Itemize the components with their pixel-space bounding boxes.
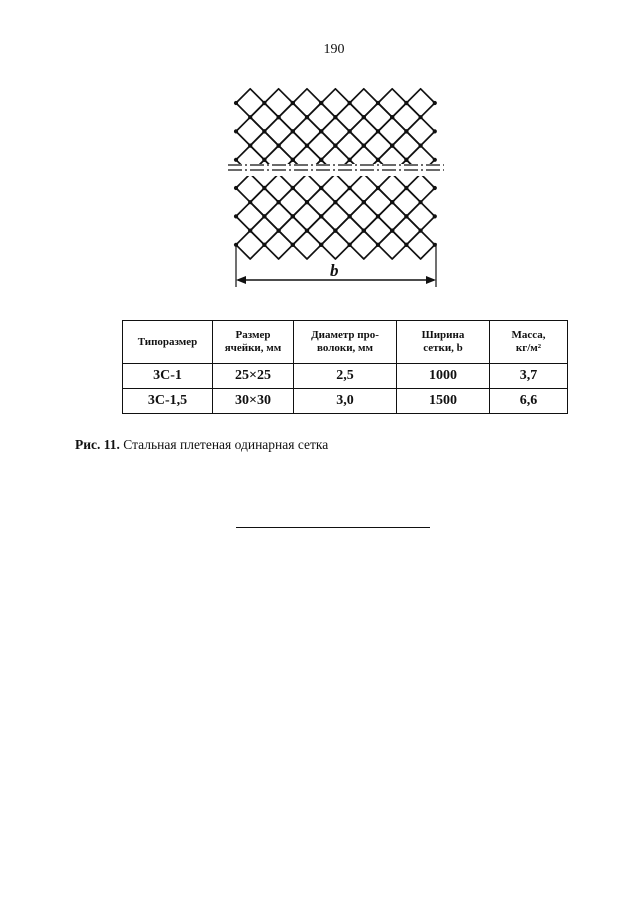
header-wire-diameter: Диаметр про- волоки, мм xyxy=(294,321,397,364)
cell-size-type: 3С-1 xyxy=(123,364,213,389)
mesh-cell xyxy=(236,174,264,202)
mesh-cell xyxy=(236,89,264,117)
mesh-knot xyxy=(234,214,238,218)
mesh-knot xyxy=(362,172,366,176)
mesh-cell xyxy=(392,160,420,188)
mesh-cell xyxy=(279,188,307,216)
mesh-cell xyxy=(406,202,434,230)
cell-wire-diameter: 3,0 xyxy=(294,389,397,414)
mesh-cell xyxy=(293,117,321,145)
mesh-cell xyxy=(279,160,307,188)
mesh-knot xyxy=(390,172,394,176)
header-mass: Масса, кг/м² xyxy=(490,321,568,364)
mesh-cell xyxy=(406,89,434,117)
mesh-cell xyxy=(236,202,264,230)
mesh-knot xyxy=(433,214,437,218)
mesh-cell xyxy=(378,202,406,230)
mesh-cell xyxy=(293,174,321,202)
mesh-knot xyxy=(376,243,380,247)
table-header-row xyxy=(123,321,568,364)
mesh-cell xyxy=(378,117,406,145)
mesh-cell xyxy=(378,174,406,202)
mesh-lower-section xyxy=(234,174,437,259)
mesh-cell xyxy=(321,89,349,117)
cell-wire-diameter: 2,5 xyxy=(294,364,397,389)
mesh-cell xyxy=(250,188,278,216)
mesh-knot xyxy=(433,129,437,133)
mesh-cell xyxy=(236,117,264,145)
mesh-cell xyxy=(307,216,335,244)
mesh-cell xyxy=(293,174,321,202)
mesh-cell xyxy=(236,231,264,259)
mesh-cell xyxy=(392,103,420,131)
mesh-knot xyxy=(348,243,352,247)
mesh-cell xyxy=(293,89,321,117)
mesh-cell xyxy=(250,131,278,159)
figure-label: Рис. 11. xyxy=(75,437,120,452)
mesh-cell xyxy=(350,174,378,202)
mesh-cell xyxy=(335,103,363,131)
table-row xyxy=(123,389,568,414)
mesh-cell xyxy=(350,202,378,230)
mesh-cell xyxy=(335,160,363,188)
wire-mesh-drawing xyxy=(222,80,450,295)
mesh-knot xyxy=(433,186,437,190)
header-cell-size: Размер ячейки, мм xyxy=(213,321,294,364)
mesh-knot xyxy=(433,101,437,105)
mesh-cell xyxy=(264,174,292,202)
mesh-cell xyxy=(378,231,406,259)
mesh-cell xyxy=(350,174,378,202)
mesh-cell xyxy=(321,202,349,230)
mesh-knot xyxy=(234,129,238,133)
mesh-cell xyxy=(335,188,363,216)
mesh-knot xyxy=(305,172,309,176)
mesh-knot xyxy=(262,243,266,247)
mesh-knot xyxy=(234,101,238,105)
mesh-cell xyxy=(392,188,420,216)
mesh-cell xyxy=(264,117,292,145)
mesh-cell xyxy=(293,202,321,230)
dimension-arrow-left xyxy=(236,276,246,284)
dimension-label: b xyxy=(330,261,339,280)
spec-table xyxy=(122,320,568,414)
mesh-cell xyxy=(250,160,278,188)
dimension-arrow-right xyxy=(426,276,436,284)
mesh-cell xyxy=(321,174,349,202)
header-mesh-width: Ширина сетки, b xyxy=(397,321,490,364)
mesh-cell xyxy=(378,89,406,117)
figure-caption xyxy=(75,437,328,453)
mesh-knot xyxy=(390,172,394,176)
mesh-cell xyxy=(307,160,335,188)
mesh-cell xyxy=(279,131,307,159)
cell-cell-size: 30×30 xyxy=(213,389,294,414)
mesh-cell xyxy=(364,131,392,159)
mesh-knot xyxy=(291,243,295,247)
mesh-cell xyxy=(335,131,363,159)
mesh-cell xyxy=(406,174,434,202)
mesh-cell xyxy=(392,216,420,244)
mesh-cell xyxy=(250,216,278,244)
mesh-cell xyxy=(250,103,278,131)
mesh-knot xyxy=(362,172,366,176)
mesh-cell xyxy=(321,231,349,259)
mesh-upper-section xyxy=(234,89,437,203)
mesh-cell xyxy=(350,117,378,145)
mesh-cell xyxy=(264,202,292,230)
mesh-cell xyxy=(307,188,335,216)
mesh-knot xyxy=(234,186,238,190)
mesh-knot xyxy=(433,158,437,162)
wire-mesh-figure xyxy=(222,80,450,295)
mesh-cell xyxy=(236,174,264,202)
mesh-knot xyxy=(333,172,337,176)
mesh-cell xyxy=(350,89,378,117)
mesh-cell xyxy=(335,216,363,244)
mesh-cell xyxy=(406,231,434,259)
mesh-cell xyxy=(321,117,349,145)
mesh-knot xyxy=(419,172,423,176)
cell-cell-size: 25×25 xyxy=(213,364,294,389)
mesh-cell xyxy=(307,103,335,131)
mesh-cell xyxy=(264,89,292,117)
mesh-cell xyxy=(279,216,307,244)
mesh-cell xyxy=(264,174,292,202)
mesh-cell xyxy=(364,216,392,244)
mesh-cell xyxy=(321,174,349,202)
mesh-cell xyxy=(392,131,420,159)
mesh-cell xyxy=(279,103,307,131)
mesh-cell xyxy=(406,117,434,145)
cell-mesh-width: 1000 xyxy=(397,364,490,389)
cell-size-type: 3С-1,5 xyxy=(123,389,213,414)
cell-mesh-width: 1500 xyxy=(397,389,490,414)
mesh-cell xyxy=(264,231,292,259)
mesh-knot xyxy=(333,172,337,176)
mesh-knot xyxy=(248,172,252,176)
mesh-knot xyxy=(234,158,238,162)
header-size-type: Типоразмер xyxy=(123,321,213,364)
cell-mass: 3,7 xyxy=(490,364,568,389)
mesh-knot xyxy=(305,172,309,176)
table-row xyxy=(123,364,568,389)
section-end-rule xyxy=(236,527,430,528)
caption-text: Стальная плетеная одинарная сетка xyxy=(119,437,329,452)
mesh-cell xyxy=(364,188,392,216)
mesh-cell xyxy=(364,103,392,131)
mesh-cell xyxy=(293,231,321,259)
cell-mass: 6,6 xyxy=(490,389,568,414)
mesh-knot xyxy=(277,172,281,176)
mesh-knot xyxy=(277,172,281,176)
mesh-cell xyxy=(406,174,434,202)
mesh-cell xyxy=(364,160,392,188)
mesh-cell xyxy=(378,174,406,202)
mesh-knot xyxy=(319,243,323,247)
mesh-knot xyxy=(404,243,408,247)
mesh-cell xyxy=(307,131,335,159)
mesh-cell xyxy=(350,231,378,259)
page-number: 190 xyxy=(323,42,345,57)
